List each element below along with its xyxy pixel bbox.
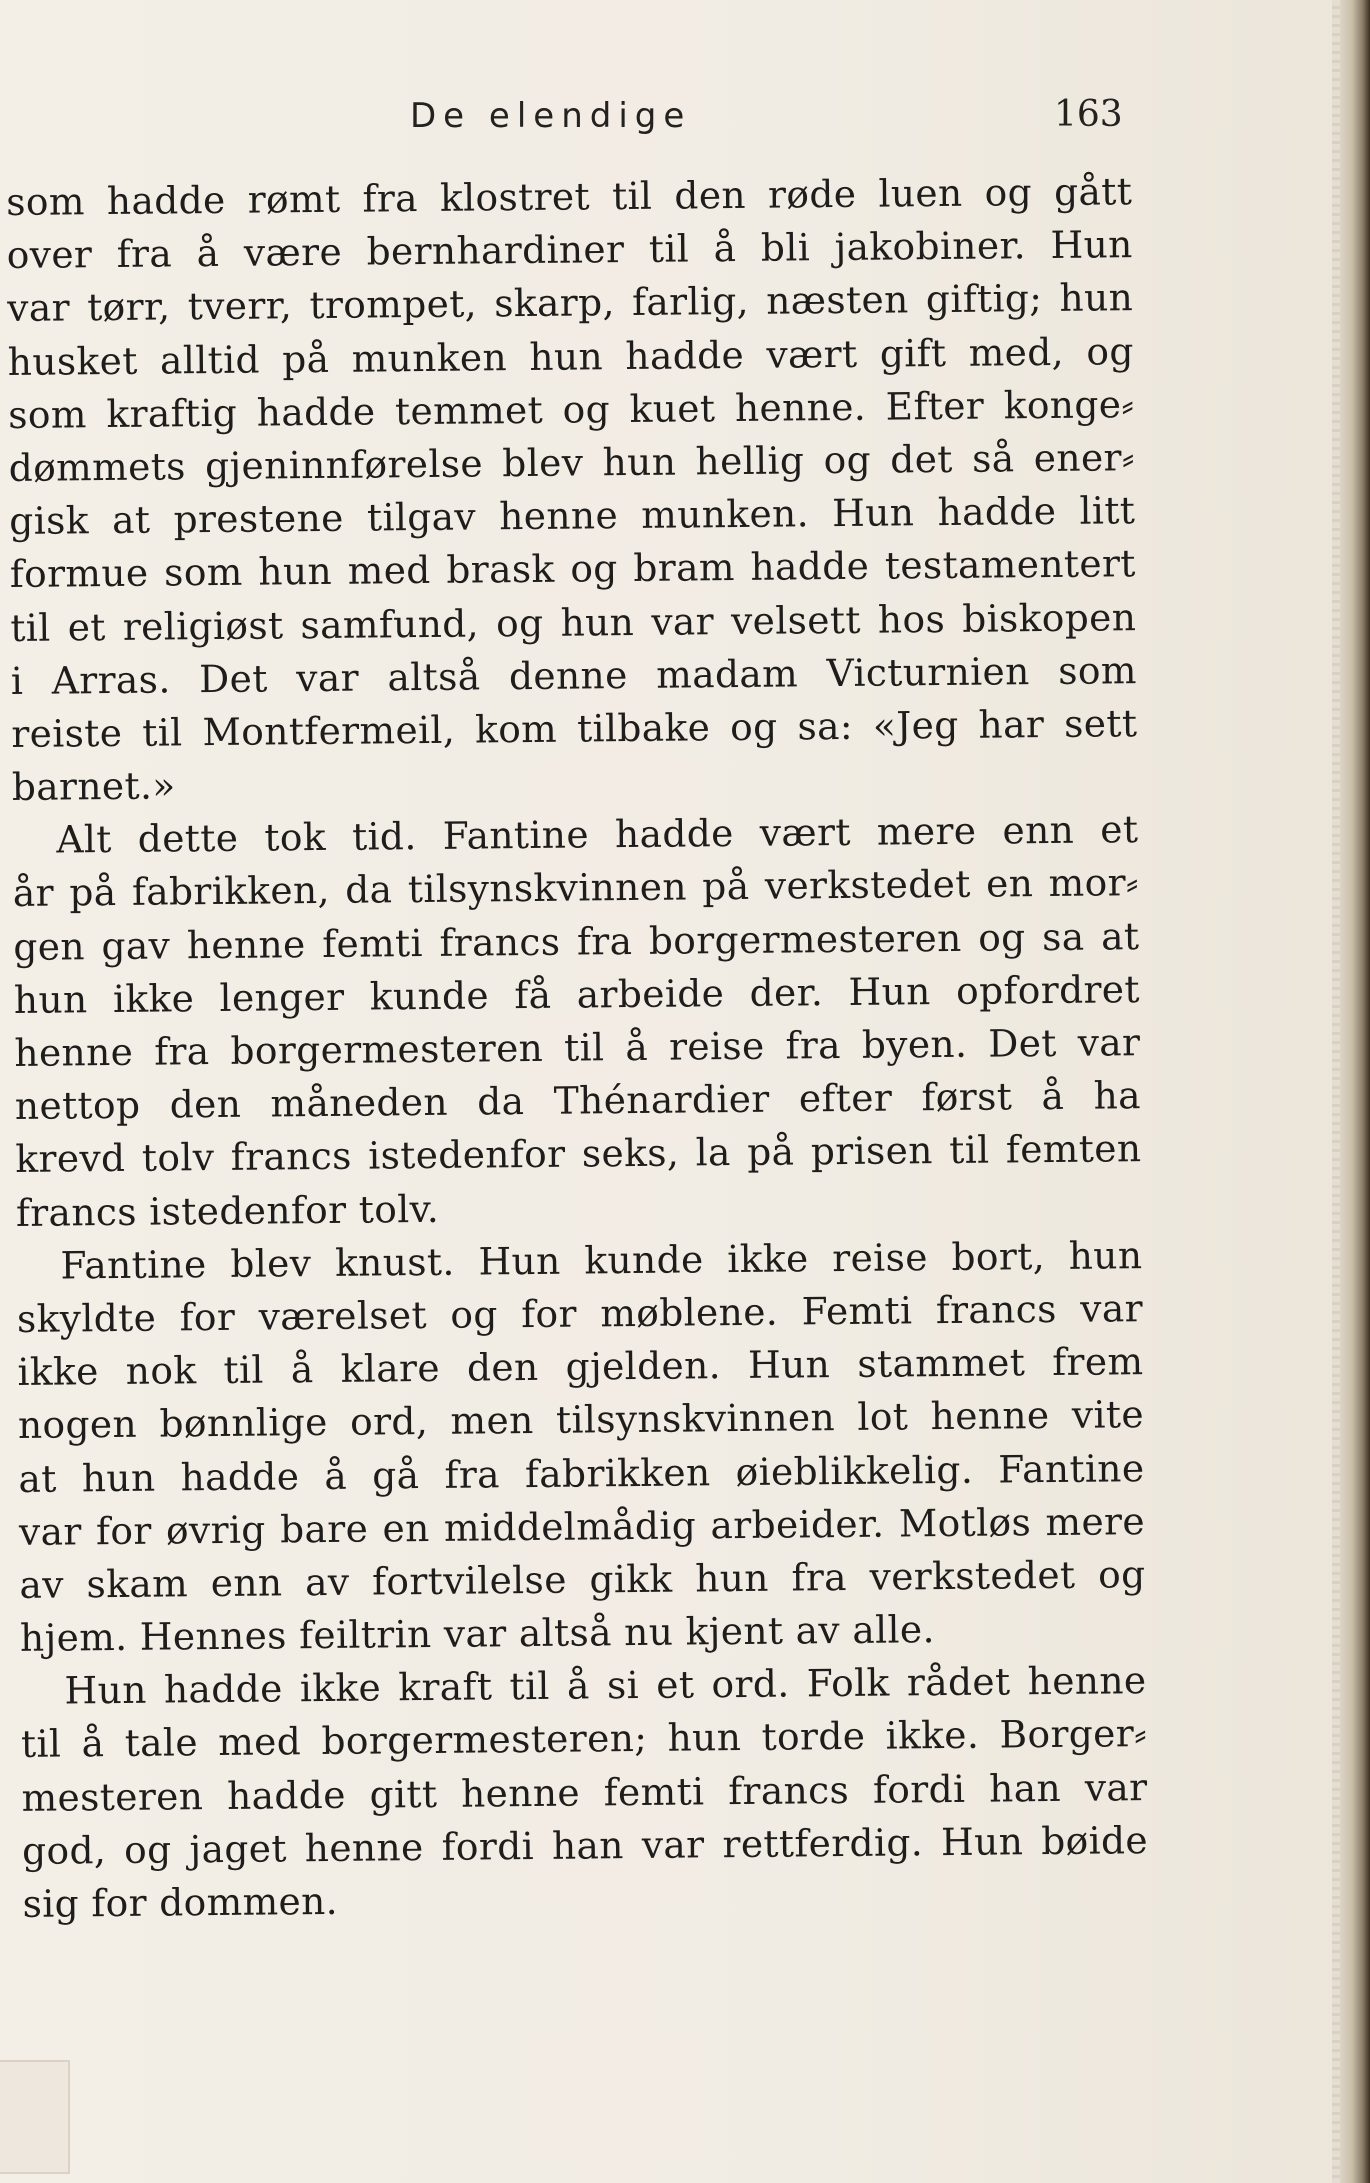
text-line: nettop den måneden da Thénardier efter først å ha <box>14 1073 1142 1129</box>
text-line: ikke nok til å klare den gjelden. Hun stammet frem <box>17 1339 1144 1395</box>
text-line: over fra å være bernhardiner til å bli jakobiner. Hun <box>6 222 1133 278</box>
page-number: 163 <box>1054 94 1123 135</box>
text-line: til et religiøst samfund, og hun var velsett hos biskopen <box>10 594 1137 650</box>
text-line: reiste til Montfermeil, kom tilbake og sa: «Jeg har sett <box>11 701 1138 756</box>
text-line: francs istedenfor tolv. <box>15 1186 440 1235</box>
text-line: av skam enn av fortvilelse gikk hun fra verkstedet og <box>19 1552 1146 1607</box>
text-line: var for øvrig bare en middelmådig arbeider. Motløs mere <box>18 1498 1146 1554</box>
text-line: Fantine blev knust. Hun kunde ikke reise bort, hun <box>60 1232 1143 1288</box>
text-line: skyldte for værelset og for møblene. Femti francs var <box>16 1286 1144 1341</box>
text-line: Hun hadde ikke kraft til å si et ord. Folk rådet henne <box>64 1658 1147 1713</box>
text-line: nogen bønnlige ord, men tilsynskvinnen lot henne vite <box>17 1392 1145 1448</box>
text-line: år på fabrikken, da tilsynskvinnen på verkstedet en mor⸗ <box>12 860 1140 916</box>
text-line: gisk at prestene tilgav henne munken. Hun hadde litt <box>9 488 1136 544</box>
text-line: henne fra borgermesteren til å reise fra byen. Det var <box>14 1020 1141 1075</box>
text-line: Alt dette tok tid. Fantine hadde vært mere enn et <box>56 807 1139 862</box>
text-line: som hadde rømt fra klostret til den røde luen og gått <box>6 169 1133 224</box>
body-text <box>6 165 1149 1931</box>
text-line: mesteren hadde gitt henne femti francs fordi han var <box>21 1764 1148 1820</box>
text-line: gen gav henne femti francs fra borgermesteren og sa at <box>13 913 1140 969</box>
text-line: at hun hadde å gå fra fabrikken øieblikkelig. Fantine <box>18 1445 1145 1501</box>
page-corner-mark <box>0 2060 70 2174</box>
text-line: dømmets gjeninnførelse blev hun hellig og det så ener⸗ <box>8 435 1135 490</box>
text-line: som kraftig hadde temmet og kuet henne. Efter konge⸗ <box>8 381 1135 437</box>
text-line: barnet.» <box>11 763 176 810</box>
text-line: var tørr, tverr, trompet, skarp, farlig, næsten giftig; hun <box>7 275 1134 331</box>
text-line: til å tale med borgermesteren; hun torde ikke. Borger⸗ <box>20 1711 1148 1767</box>
text-line: husket alltid på munken hun hadde vært gift med, og <box>7 328 1134 384</box>
page-edge <box>1332 0 1340 2183</box>
running-title: De elendige <box>410 96 692 136</box>
text-line: god, og jaget henne fordi han var rettferdig. Hun bøide <box>21 1817 1149 1873</box>
running-head <box>0 96 1370 156</box>
text-line: formue som hun med brask og bram hadde testamentert <box>9 541 1136 597</box>
text-line: i Arras. Det var altså denne madam Victurnien som <box>10 647 1138 703</box>
text-line: sig for dommen. <box>22 1878 339 1926</box>
book-spine <box>1340 0 1370 2183</box>
text-line: hun ikke lenger kunde få arbeide der. Hun opfordret <box>13 966 1141 1022</box>
text-line: hjem. Hennes feiltrin var altså nu kjent av alle. <box>19 1607 936 1660</box>
text-line: krevd tolv francs istedenfor seks, la på prisen til femten <box>15 1126 1142 1182</box>
